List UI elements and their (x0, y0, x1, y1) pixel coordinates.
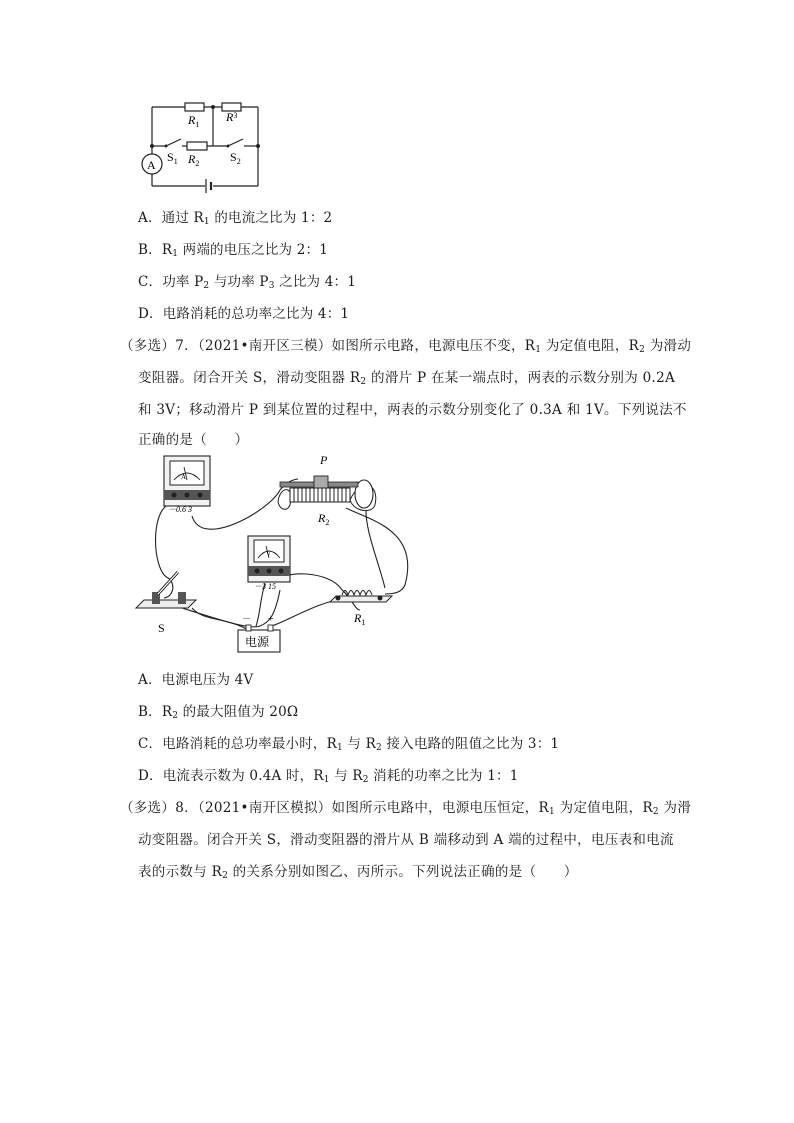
plus-label: + (268, 614, 274, 625)
q8-stem-line-3: 表的示数与 $R_2$ 的关系分别如图乙、丙所示。下列说法正确的是（ ） (138, 864, 578, 881)
label-p: P (320, 453, 328, 467)
ammeter-label: A (147, 158, 156, 172)
q7-stem-line-1: （多选）7．（2021•南开区三模）如图所示电路，电源电压不变，$R_1$ 为定值电阻，$R_2$ 为滑动 (120, 338, 692, 355)
q7-option-b: B．$R_2$ 的最大阻值为 20Ω (138, 704, 299, 721)
q8-stem-line-2: 动变阻器。闭合开关 S，滑动变阻器的滑片从 B 端移动到 A 端的过程中，电压表和电流 (138, 832, 674, 848)
circuit-diagram-1 (130, 96, 270, 196)
label-s2: $S_2$ (230, 150, 241, 166)
label-r3: $R^3$ (226, 110, 238, 124)
q7-stem-line-4: 正确的是（ ） (138, 432, 249, 448)
label-r2: $R_2$ (188, 152, 200, 168)
q6-option-b: B．$R_1$ 两端的电压之比为 2：1 (138, 242, 328, 259)
resistor-r1 (185, 103, 204, 111)
label-r1: $R_1$ (188, 113, 200, 129)
q6-option-c: C．功率 $P_2$ 与功率 $P_3$ 之比为 4：1 (138, 274, 357, 291)
q7-stem-line-3: 和 3V；移动滑片 P 到某位置的过程中，两表的示数分别变化了 0.3A 和 1V。下列说法不 (138, 402, 687, 418)
q6-option-a: A．通过 $R_1$ 的电流之比为 1：2 (138, 210, 333, 227)
q8-stem-line-1: （多选）8．（2021•南开区模拟）如图所示电路中，电源电压恒定，$R_1$ 为定值电阻，$R_2$ 为滑 (120, 800, 692, 817)
voltmeter-terminals: －3 15 (254, 582, 276, 591)
switch-icon (136, 572, 196, 608)
label-s: S (158, 621, 165, 635)
voltmeter-device-icon (248, 536, 290, 591)
label-r1-fig: $R_1$ (354, 611, 366, 627)
resistor-r2 (187, 142, 207, 150)
q6-option-d: D．电路消耗的总功率之比为 4：1 (138, 306, 350, 322)
label-s1: $S_1$ (167, 150, 178, 166)
ammeter-letter: A (181, 473, 187, 481)
q7-option-a: A．电源电压为 4V (138, 672, 254, 688)
q7-option-c: C．电路消耗的总功率最小时，$R_1$ 与 $R_2$ 接入电路的阻值之比为 3：1 (138, 736, 560, 753)
rheostat-icon (278, 476, 376, 511)
resistor-r1-device-icon (330, 591, 392, 603)
q7-stem-line-2: 变阻器。闭合开关 S，滑动变阻器 $R_2$ 的滑片 P 在某一端点时，两表的示数分别为 0.2A (138, 370, 676, 387)
power-supply-label: 电源 (245, 635, 270, 649)
q7-circuit-figure (130, 450, 430, 660)
ammeter-terminals: －0.6 3 (168, 505, 192, 514)
voltmeter-letter: V (266, 550, 272, 558)
q7-option-d: D．电流表示数为 0.4A 时，$R_1$ 与 $R_2$ 消耗的功率之比为 1：1 (138, 768, 519, 785)
minus-label: － (242, 614, 252, 624)
ammeter-device-icon (164, 456, 210, 514)
label-r2-fig: $R_2$ (318, 511, 330, 527)
